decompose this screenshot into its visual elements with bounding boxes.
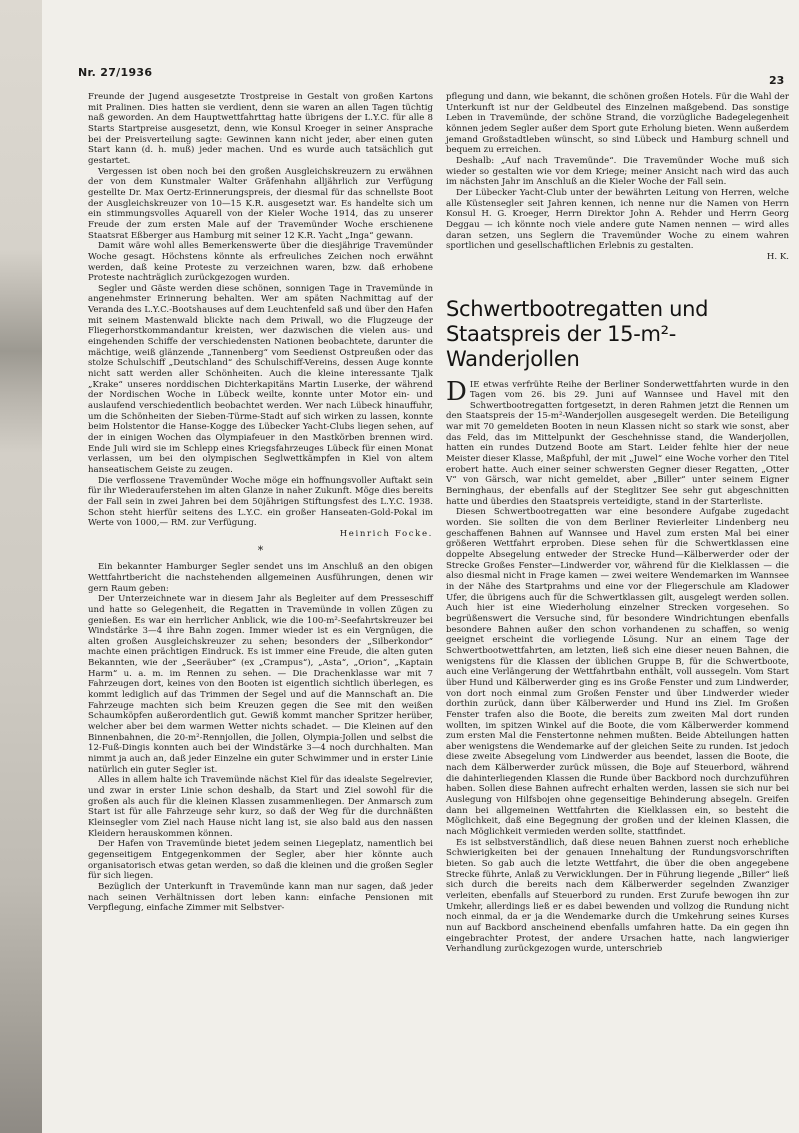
paragraph: Ein bekannter Hamburger Segler sendet uns im Anschluß an den obigen Wettfahrtbericht die nachstehenden allgemeinen Ausführungen, denen wir gern Raum geben:: [88, 562, 433, 594]
article-headline: Schwertbootregatten und Staatspreis der 15-m²-Wanderjollen: [446, 296, 709, 371]
paragraph: Bezüglich der Unterkunft in Travemünde kann man nur sagen, daß jeder nach seinen Verhältnissen dort leben kann: einfache Pensionen mit Verpflegung, einfache Zimmer mit Selbstver-: [88, 881, 433, 914]
drop-cap: D: [446, 376, 467, 407]
paragraph: Damit wäre wohl alles Bemerkenswerte über die diesjährige Travemünder Woche gesagt. Höchstens könnte als erfreuliches Zeichen noch erwähnt werden, daß keine Proteste zu verzeichnen waren, bzw. daß erhobene Proteste nachträglich zurückgezogen wurden.: [88, 241, 433, 284]
issue-number: Nr. 27/1936: [78, 66, 153, 79]
section-separator-star: *: [257, 543, 264, 557]
paragraph: Deshalb: „Auf nach Travemünde“. Die Travemünder Woche muß sich wieder so gestalten wie vor dem Kriege; meiner Ansicht nach wird das auch im nächsten Jahr im Anschluß an die Kieler Woche der Fall sein.: [446, 155, 789, 188]
paragraph: Diesen Schwertbootregatten war eine besondere Aufgabe zugedacht worden. Sie sollten die von dem Berliner Revierleiter Lindenberg neu geschaffenen Bahnen auf Wannsee und Havel zum ersten Mal bei einer größeren Wettfahrt erproben. Diese sehen für die Schwertklassen eine doppelte Absegelung entweder der Strecke Hund—Kälberwerder oder der Strecke Großes Fenster—Lindwerder vor, während für die Kielklassen — die also diesmal nicht in Frage kamen — zwei weitere Wendemarken im Wannsee in der Nähe des Startprahms und eine vor der Fliegerschule am Kladower Ufer, die übrigens auch für die Schwertklassen gilt, ausgelegt werden sollen. Auch hier ist eine Wiederholung einzelner Strecken vorgesehen. So begrüßenswert die Versuche sind, für besondere Windrichtungen ebenfalls besondere Bahnen außer den schon vorhandenen zu schaffen, so wenig geeignet erscheint die vorliegende Lösung. Nur an einem Tage der Schwertbootwettfahrten, am letzten, ließ sich eine dieser neuen Bahnen, die wenigstens für die Klassen der üblichen Gruppe B, für die Schwertboote, auch eine Verlängerung der Wettfahrtbahn enthält, voll aussegeln. Vom Start über Hund und Kälberwerder ging es ins Große Fenster und zum Lindwerder, von dort noch einmal zum Großen Fenster und über Lindwerder wieder dorthin zurück, dann über Kälberwerder und Hund ins Ziel. Im Großen Fenster trafen also die Boote, die bereits zum zweiten Mal dort runden wollten, im spitzen Winkel auf die Boote, die vom Kälberwerder kommend zum ersten Mal die Fenstertonne nehmen mußten. Beide Abteilungen hatten aber wenigstens die Wendemarke auf der gleichen Seite zu runden. Ist jedoch diese zweite Absegelung vom Lindwerder aus beendet, lassen die Boote, die nach dem Kälberwerder zurück müssen, die Boje auf Steuerbord, während die dahinterliegenden Klassen die Runde über Backbord noch durchzuführen haben. Sollen diese Bahnen aufrecht erhalten werden, lassen sie sich nur bei Auslegung von Hilfsbojen ohne gegenseitige Behinderung absegeln. Greifen dann bei allgemeinen Wettfahrten die Kielklassen ein, so besteht die Möglichkeit, daß eine Begegnung der großen und der kleinen Klassen, die nach Möglichkeit vermieden werden sollte, stattfindet.: [446, 507, 789, 838]
paragraph: pflegung und dann, wie bekannt, die schönen großen Hotels. Für die Wahl der Unterkunft ist nur der Geldbeutel des Einzelnen maßgebend. Das sonstige Leben in Travemünde, der schöne Strand, die vorzügliche Badegelegenheit können jedem Segler außer dem Sport gute Erholung bieten. Wenn außerdem jemand Großstadtleben wünscht, so sind Lübeck und Hamburg schnell und bequem zu erreichen.: [446, 92, 789, 156]
paragraph: Freunde der Jugend ausgesetzte Trostpreise in Gestalt von großen Kartons mit Pralinen. Dies hatten sie verdient, denn sie waren an allen Tagen tüchtig naß geworden. An dem Hauptwettfahrttag hatte übrigens der L.Y.C. für alle 8 Starts Startpreise ausgesetzt, denn, wie Konsul Kroeger in seiner Ansprache bei der Preisverteilung sagte: Gewinnen kann nicht jeder, aber einen guten Start kann (d. h. muß) jeder machen. Und es wurde auch tatsächlich gut gestartet.: [88, 92, 433, 166]
article-lead-paragraph: [446, 376, 789, 508]
paragraph: Vergessen ist oben noch bei den großen Ausgleichskreuzern zu erwähnen der von dem Kunstmaler Walter Gräfenhahn alljährlich zur Verfügung gestellte Dr. Max Oertz-Erinnerungspreis, der diesmal für das schnellste Boot der Ausgleichskreuzer von 10—15 K.R. ausgesetzt war. Es handelte sich um ein stimmungsvolles Aquarell von der Kieler Woche 1914, das zu unserer Freude der zum ersten Male auf der Travemünder Woche erschienene Staatsrat Eßberger aus Hamburg mit seiner 12 K.R. Yacht „Inga“ gewann.: [88, 166, 433, 241]
paragraph: Der Lübecker Yacht-Club unter der bewährten Leitung von Herren, welche alle Küstensegler seit Jahren kennen, ich nenne nur die Namen von Herrn Konsul H. G. Kroeger, Herrn Direktor John A. Rehder und Herrn Georg Deggau — ich könnte noch viele andere gute Namen nennen — wird alles daran setzen, uns Seglern die Travemünder Woche zu einem wahren sportlichen und gesellschaftlichen Erlebnis zu gestalten.: [446, 187, 789, 252]
author-signature: Heinrich Focke.: [339, 528, 433, 539]
page-number: 23: [769, 74, 785, 87]
page-header: [78, 62, 785, 87]
right-column: [446, 92, 789, 955]
paragraph: Der Unterzeichnete war in diesem Jahr als Begleiter auf dem Presseschiff und hatte so Gelegenheit, die Regatten in Travemünde in vollen Zügen zu genießen. Es war ein herrlicher Anblick, wie die 100-m²-Seefahrtskreuzer bei Windstärke 3—4 ihre Bahn zogen. Immer wieder ist es ein Vergnügen, die alten großen Ausgleichskreuzer zu sehen; besonders der „Silberkondor“ machte einen prächtigen Eindruck. Es ist immer eine Freude, die alten guten Bekannten, wie der „Seeräuber“ (ex „Crampus“), „Asta“, „Orion“, „Kaptain Harm“ u. a. m. im Rennen zu sehen. — Die Drachenklasse war mit 7 Fahrzeugen dort, keines von den Booten ist eigentlich sichtlich überlegen, es kommt lediglich auf das Trimmen der Segel und auf die Mannschaft an. Die Fahrzeuge machten sich beim Kreuzen gegen die See mit den weißen Schaumköpfen außerordentlich gut. Gewiß kommt mancher Spritzer herüber, welcher aber bei dem warmen Wetter nichts schadet. — Die Kleinen auf den Binnenbahnen, die 20-m²-Rennjollen, die Jollen, Olympia-Jollen und selbst die 12-Fuß-Dingis konnten auch bei der Windstärke 3—4 noch durchhalten. Man nimmt ja auch an, daß jeder Einzelne ein guter Schwimmer und in erster Linie natürlich ein guter Segler ist.: [88, 594, 433, 775]
left-column: [88, 92, 433, 914]
paragraph: Segler und Gäste werden diese schönen, sonnigen Tage in Travemünde in angenehmster Erinnerung behalten. Wer am späten Nachmittag auf der Veranda des L.Y.C.-Bootshauses auf dem Leuchtenfeld saß und über den Hafen mit seinem Mastenwald blickte nach dem Priwall, wo die Flugzeuge der Fliegerhorstkommandantur kreisten, wer dazwischen die vielen aus- und eingehenden Schiffe der verschiedensten Nationen beobachtete, darunter die mächtige, weiß glänzende „Tannenberg“ vom Seedienst Ostpreußen oder das stolze Schulschiff „Deutschland“ des Schulschiff-Vereins, dessen Auge konnte nicht satt werden aller Schönheiten. Auch die kleine interessante Tjalk „Krake“ unseres norddischen Dichterkapitäns Martin Luserke, der während der Nordischen Woche in Lübeck weilte, konnte unter Motor ein- und auslaufend verschiedentlich beobachtet werden. Wer nach Lübeck hinauffuhr, um die Schönheiten der Sieben-Türme-Stadt auf sich wirken zu lassen, konnte beim Holstentor die Hanse-Kogge des Lübecker Yacht-Clubs liegen sehen, auf der in einigen Wochen das Olympiafeuer in den Mastkörben brennen wird. Ende Juli wird sie im Schlepp eines Kriegsfahrzeuges Lübeck für einen Monat verlassen, um bei den olympischen Seglwettkämpfen in Kiel von altem hanseatischem Geiste zu zeugen.: [88, 283, 433, 475]
lead-text: IE etwas verfrühte Reihe der Berliner Sonderwettfahrten wurde in den Tagen vom 26. bis 29. Juni auf Wannsee und Havel mit den Schwertbootregatten fortgesetzt, in deren Rahmen jetzt die Rennen um den Staatspreis der 15-m²-Wanderjollen ausgesegelt werden. Die Beteiligung war mit 70 gemeldeten Booten in neun Klassen nicht so stark wie sonst, aber das Feld, das im Mittelpunkt der Geschehnisse stand, die Wanderjollen, hatten ein rundes Dutzend Boote am Start. Leider fehlte hier der neue Meister dieser Klasse, Maßpfuhl, der mit „Juwel“ eine Woche vorher den Titel erobert hatte. Auch einer seiner schwersten Gegner dieser Regatten, „Otter V“ von Gärsch, war nicht gemeldet, aber „Biller“ unter seinem Eigner Berninghaus, der ebenfalls auf der Steglitzer See sehr gut abgeschnitten hatte und überdies den Staatspreis verteidigte, stand in der Starterliste.: [446, 379, 789, 507]
paragraph: Es ist selbstverständlich, daß diese neuen Bahnen zuerst noch erhebliche Schwierigkeiten bei der genauen Innehaltung der Rundungsvorschriften bieten. So gab auch die letzte Wettfahrt, die über die oben angegebene Strecke führte, Anlaß zu Verwicklungen. Der in Führung liegende „Biller“ ließ sich durch die bereits nach dem Kälberwerder segelnden Zwanziger verleiten, ebenfalls auf Steuerbord zu runden. Erst Zurufe bewogen ihn zur Umkehr, allerdings ließ er es dabei bewenden und vollzog die Rundung nicht noch einmal, da er ja die Wendemarke durch die Umkehrung seines Kurses nun auf Backbord anscheinend ebenfalls umfahren hatte. Da ein gegen ihn eingebrachter Protest, der andere Ursachen hatte, nach langwieriger Verhandlung zurückgezogen wurde, unterschrieb: [446, 837, 789, 955]
author-signature: H. K.: [766, 251, 789, 262]
paragraph: Der Hafen von Travemünde bietet jedem seinen Liegeplatz, namentlich bei gegenseitigem Entgegenkommen der Segler, aber hier könnte auch organisatorisch etwas getan werden, so daß die kleinen und die großen Segler für sich liegen.: [88, 839, 433, 882]
paragraph: Die verflossene Travemünder Woche möge ein hoffnungsvoller Auftakt sein für ihr Wiederauferstehen im alten Glanze in naher Zukunft. Möge dies bereits der Fall sein in zwei Jahren bei dem 50jährigen Stiftungsfest des L.Y.C. 1938. Schon steht hierfür seitens des L.Y.C. ein großer Hanseaten-Gold-Pokal im Werte von 1000,— RM. zur Verfügung.: [88, 475, 433, 529]
paragraph: Alles in allem halte ich Travemünde nächst Kiel für das idealste Segelrevier, und zwar in erster Linie schon deshalb, da Start und Ziel sowohl für die großen als auch für die kleinen Klassen zusammenliegen. Der Anmarsch zum Start ist für alle Fahrzeuge sehr kurz, so daß der Weg für die durchnäßten Kleinsegler vom Ziel nach Hause nicht lang ist, sie also bald aus den nassen Kleidern herauskommen können.: [88, 775, 433, 839]
adjacent-page-photo-edge: [0, 0, 42, 1133]
